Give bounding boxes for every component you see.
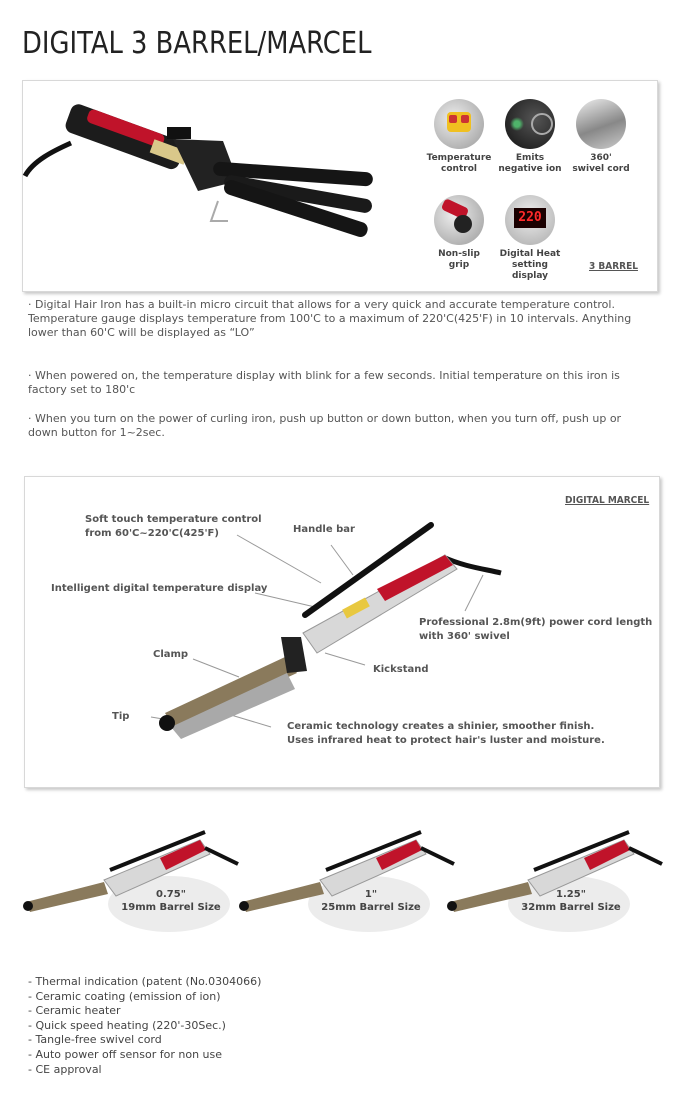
description-1: · Digital Hair Iron has a built-in micro circuit that allows for a very quick and accurate temperature control. Temperature gauge displays temperature from 100'C to a maximum of 220'C(425'F) in 10 intervals. Anything lower than 60'C will be displayed as “LO” (28, 298, 632, 339)
spec-item: - Auto power off sensor for non use (28, 1047, 223, 1061)
size-inch: 0.75" (156, 889, 186, 900)
feature-negative-ion (495, 99, 565, 175)
digital-display-icon (505, 195, 555, 245)
digital-marcel-panel (24, 476, 660, 788)
feature-label: Emits negative ion (498, 153, 562, 174)
feature-label: Non-slip grip (438, 249, 480, 270)
swivel-cord-icon (576, 99, 626, 149)
three-barrel-iron-image (23, 81, 383, 281)
callout-kickstand: Kickstand (373, 664, 429, 675)
description-3: · When you turn on the power of curling iron, push up button or down button, when you turn off, push up or down button for 1~2sec. (28, 412, 622, 439)
spec-item: - Ceramic coating (emission of ion) (28, 989, 221, 1003)
barrel-size-0 (108, 888, 234, 914)
callout-power-cord: Professional 2.8m(9ft) power cord length with 360' swivel (419, 617, 653, 642)
size-inch: 1" (364, 889, 378, 900)
spec-item: - Ceramic heater (28, 1004, 121, 1018)
callout-tip: Tip (112, 711, 130, 722)
non-slip-grip-icon (434, 195, 484, 245)
negative-ion-icon (505, 99, 555, 149)
callout-ceramic: Ceramic technology creates a shinier, smoother finish. Uses infrared heat to protect hair's luster and moisture. (287, 721, 605, 746)
spec-item: - Quick speed heating (220'-30Sec.) (28, 1018, 226, 1032)
callout-clamp: Clamp (153, 649, 189, 660)
feature-digital-display (495, 195, 565, 282)
digital-marcel-tag: DIGITAL MARCEL (565, 495, 650, 506)
feature-non-slip-grip (424, 195, 494, 271)
callout-handle-bar: Handle bar (293, 524, 355, 535)
spec-item: - Tangle-free swivel cord (28, 1033, 162, 1047)
size-mm: 19mm Barrel Size (121, 902, 221, 913)
feature-label: 360' swivel cord (572, 153, 630, 174)
temperature-control-icon (434, 99, 484, 149)
spec-item: - CE approval (28, 1062, 102, 1076)
spec-item: - Thermal indication (patent (No.0304066) (28, 975, 262, 988)
callout-soft-touch: Soft touch temperature control from 60'C~220'C(425'F) (85, 514, 262, 539)
description-2: · When powered on, the temperature display with blink for a few seconds. Initial temperature on this iron is factory set to 180'c (28, 369, 620, 396)
page-title: DIGITAL 3 BARREL/MARCEL (22, 26, 372, 61)
three-barrel-panel (22, 80, 658, 292)
barrel-size-2 (508, 888, 634, 914)
display-readout: 220 (514, 208, 546, 228)
callout-display: Intelligent digital temperature display (51, 583, 268, 594)
size-mm: 32mm Barrel Size (521, 902, 621, 913)
feature-temperature-control (424, 99, 494, 175)
size-inch: 1.25" (556, 889, 586, 900)
spec-list (28, 975, 261, 1077)
barrel-size-1 (308, 888, 434, 914)
size-mm: 25mm Barrel Size (321, 902, 421, 913)
feature-label: Digital Heat setting display (499, 249, 561, 281)
three-barrel-tag: 3 BARREL (589, 261, 638, 272)
feature-label: Temperature control (426, 153, 492, 174)
feature-swivel-cord (566, 99, 636, 175)
